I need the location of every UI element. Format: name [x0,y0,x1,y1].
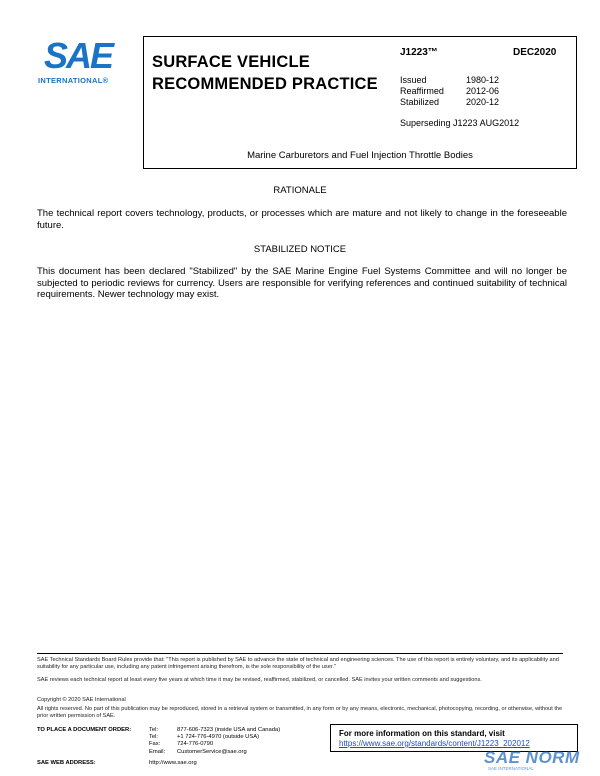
contact-value: 877-606-7323 (inside USA and Canada) [177,727,281,733]
contact-row [37,741,317,748]
history-label: Reaffirmed [400,86,444,96]
stabilized-text: This document has been declared "Stabilized" by the SAE Marine Engine Fuel Systems Committee and will no longer be subjected to periodic reviews for currency. Users are responsible for verifying references and continued suitability of technical requirements. Newer technology may exist. [37,266,567,300]
board-rules-text: SAE Technical Standards Board Rules provide that: "This report is published by SAE to advance the state of technical and engineering sciences. The use of this report is entirely voluntary, and its applicability and suitability for any particular use, including any patent infringement arising therefrom, is the sole responsibility of the user." [37,657,559,670]
history-value: 2020-12 [466,97,500,107]
contact-key: Email: [149,748,166,755]
document-type [144,37,392,140]
history-row-issued [400,75,578,86]
order-label: TO PLACE A DOCUMENT ORDER: [37,727,132,733]
rights-text: All rights reserved. No part of this publication may be reproduced, stored in a retrieval system or transmitted, in any form or by any means, electronic, mechanical, photocopying, recording, or otherwise, without the prior written permission of SAE. [37,706,563,719]
web-address-link[interactable]: http://www.sae.org [149,760,197,766]
document-header-table [143,36,577,169]
history-row-reaffirmed [400,86,578,97]
order-contacts [37,727,317,756]
history-value: 2012-06 [466,86,500,96]
contact-value: 724-776-0790 [177,741,214,748]
document-date: DEC2020 [513,47,557,58]
spacer [37,734,149,741]
rationale-heading: RATIONALE [273,185,327,196]
history-row-stabilized [400,97,578,108]
document-subject: Marine Carburetors and Fuel Injection Throttle Bodies [247,150,473,161]
review-text: SAE reviews each technical report at least every five years at which time it may be revised, reaffirmed, stabilized, or cancelled. SAE invites your written comments and suggestions. [37,677,482,683]
history-value: 1980-12 [466,75,500,85]
contact-key: Fax: [149,741,161,748]
contact-row [37,727,317,734]
document-type-line1: SURFACE VEHICLE [152,53,310,71]
stabilized-heading: STABILIZED NOTICE [253,244,347,255]
logo-subtitle: INTERNATIONAL® [38,76,109,85]
sae-logo [38,35,124,88]
web-address-row [37,760,197,766]
superseding-row [400,108,578,129]
contact-email[interactable]: CustomerService@sae.org [177,748,247,755]
more-info-title: For more information on this standard, visit [339,729,505,738]
web-label: SAE WEB ADDRESS: [37,760,96,766]
watermark-subtitle: SAE INTERNATIONAL [488,766,534,771]
revision-history [392,67,578,140]
spacer [37,741,149,748]
contact-key: Tel: [149,734,159,741]
contact-row [37,749,317,756]
copyright: Copyright © 2020 SAE International [37,697,126,703]
footer-divider [37,653,563,654]
standard-url-link[interactable]: https://www.sae.org/standards/content/J1223_202012 [339,739,530,748]
history-label: Issued [400,75,427,85]
history-label: Stabilized [400,97,440,107]
contact-key: Tel: [149,727,159,733]
document-number: J1223™ [400,47,438,58]
logo-mark: SAE [44,35,113,76]
document-type-line2: RECOMMENDED PRACTICE [152,75,378,93]
watermark: SAE NORM [484,748,580,767]
superseding-text: Superseding J1223 AUG2012 [400,118,520,128]
spacer [37,749,149,756]
contact-row [37,734,317,741]
rationale-text: The technical report covers technology, products, or processes which are mature and not likely to change in the foreseeable future. [37,208,567,231]
contact-value: +1 724-776-4970 (outside USA) [177,734,260,741]
